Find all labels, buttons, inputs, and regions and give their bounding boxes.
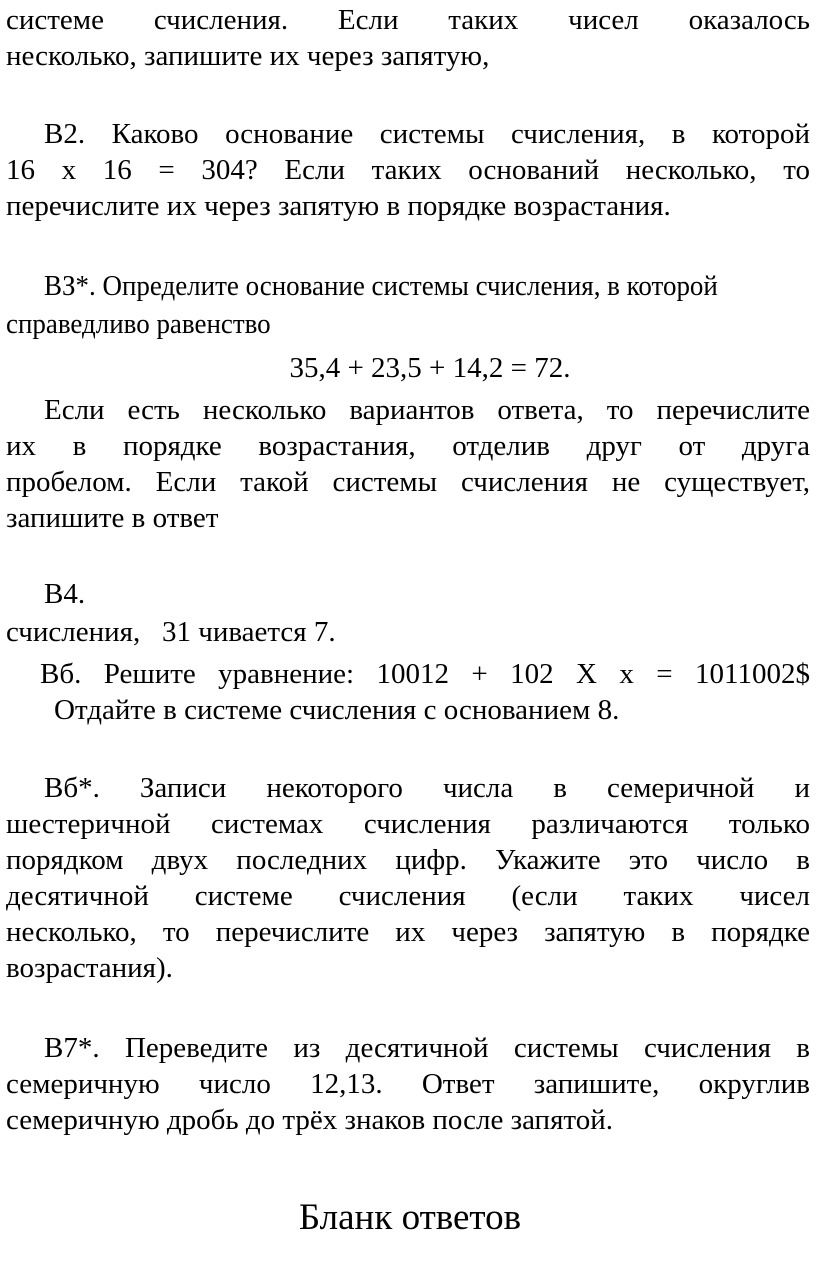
task-b5-title: Вб. Решите уравнение: 10012 + 102 Х х = 1011002$ — [40, 658, 810, 690]
equation: 35,4 + 23,5 + 14,2 = 72. — [289, 352, 571, 384]
text-line: счисления, 31 чивается 7. — [6, 616, 336, 648]
text-line: шестеричной системах счисления различаются только — [6, 808, 810, 840]
task-b7-title: В7*. Переведите из десятичной системы счисления в — [44, 1032, 810, 1064]
text-line: их в порядке возрастания, отделив друг от друга — [6, 430, 810, 462]
text-line: Отдайте в системе счисления с основанием 8. — [54, 694, 620, 726]
task-b3-title: ВЗ*. Определите основание системы счисления, в которой — [44, 270, 718, 302]
text-line: возрастания). — [6, 952, 173, 984]
text-line: семеричную число 12,13. Ответ запишите, округлив — [6, 1068, 810, 1100]
text-line: запишите в ответ — [6, 502, 219, 534]
text-line: системе счисления. Если таких чисел оказалось — [6, 4, 810, 36]
text-line: семеричную дробь до трёх знаков после запятой. — [6, 1104, 613, 1136]
text-line: несколько, то перечислите их через запятую в порядке — [6, 916, 810, 948]
text-line: порядком двух последних цифр. Укажите это число в — [6, 844, 810, 876]
text-line: десятичной системе счисления (если таких чисел — [6, 880, 810, 912]
task-b4-title: В4. — [44, 578, 86, 610]
text-line: пробелом. Если такой системы счисления не существует, — [6, 466, 810, 498]
text-line: Если есть несколько вариантов ответа, то перечислите — [44, 394, 810, 426]
text-line: справедливо равенство — [6, 308, 271, 340]
text-line: несколько, запишите их через запятую, — [6, 40, 490, 72]
text-line: перечислите их через запятую в порядке возрастания. — [6, 190, 671, 222]
task-b6-title: Вб*. Записи некоторого числа в семеричной и — [44, 772, 810, 804]
answer-form-title: Бланк ответов — [298, 1197, 522, 1238]
text-line: 16 х 16 = 304? Если таких оснований несколько, то — [6, 154, 810, 186]
task-b2-title: В2. Каково основание системы счисления, в которой — [44, 118, 810, 150]
